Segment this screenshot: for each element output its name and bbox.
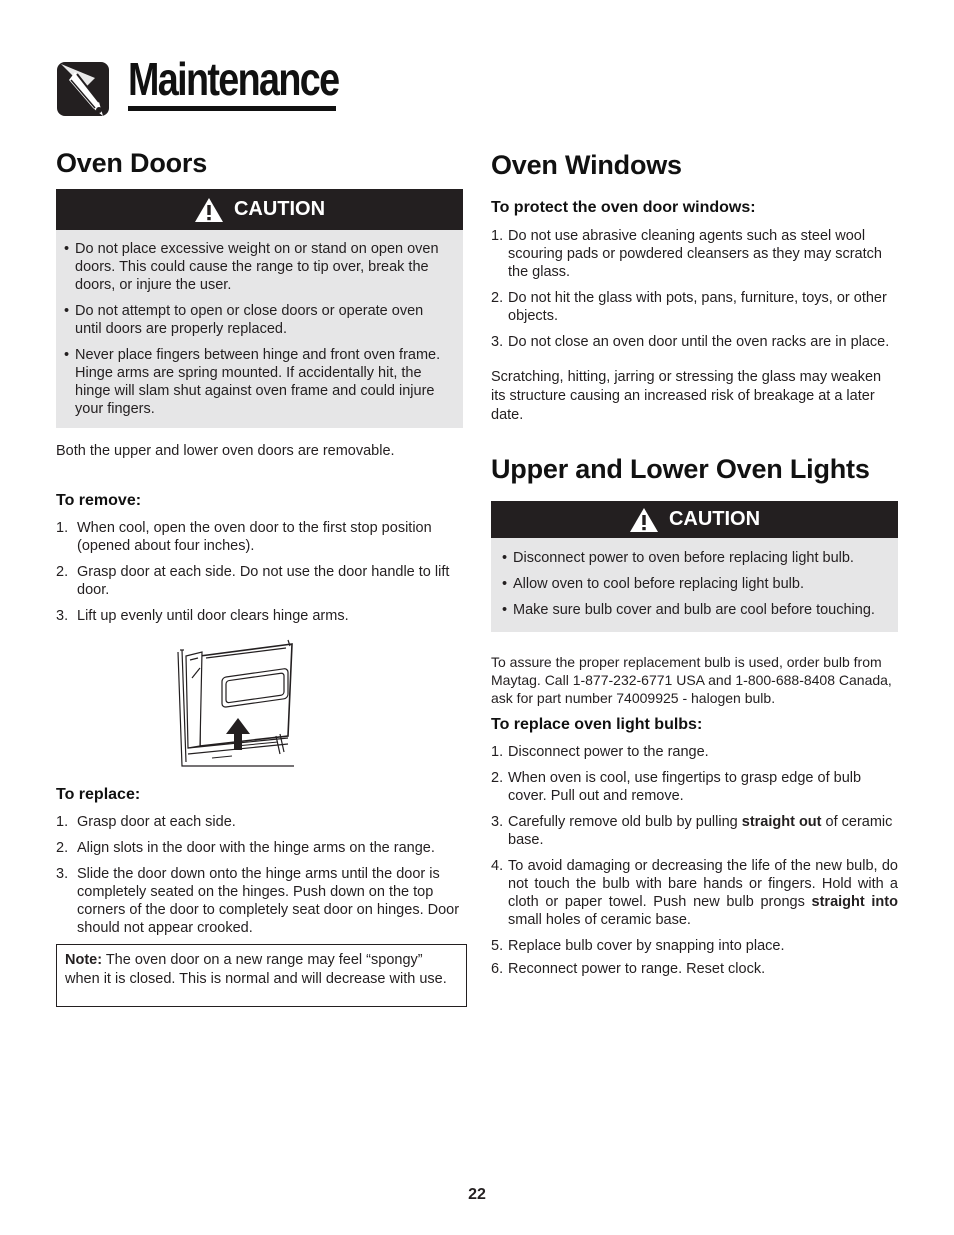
note-box xyxy=(56,944,467,1007)
doors-intro: Both the upper and lower oven doors are removable. xyxy=(56,443,395,459)
page-title: Maintenance xyxy=(128,53,339,105)
replace-bulbs-heading: To replace oven light bulbs: xyxy=(491,716,703,733)
caution-item: • Disconnect power to oven before replacing light bulb. xyxy=(502,549,890,567)
list-item: 5. Replace bulb cover by snapping into place. xyxy=(491,938,785,954)
windows-paragraph: Scratching, hitting, jarring or stressing the glass may weaken its structure causing an increased risk of breakage at a later date. xyxy=(491,369,882,423)
list-item: 1. When cool, open the oven door to the first stop position (opened about four inches). xyxy=(56,520,432,554)
oven-doors-heading: Oven Doors xyxy=(56,148,208,178)
list-item: 1. Grasp door at each side. xyxy=(56,814,236,830)
replace-steps xyxy=(56,813,460,945)
list-item: 2. When oven is cool, use fingertips to grasp edge of bulb cover. Pull out and remove. xyxy=(491,770,862,804)
caution-label: CAUTION xyxy=(668,508,761,530)
oven-lights-caution-box xyxy=(491,501,898,632)
caution-item: • Do not attempt to open or close doors or operate oven until doors are properly replaced. xyxy=(64,302,451,338)
to-remove-heading: To remove: xyxy=(56,492,142,509)
list-item: 1. Do not use abrasive cleaning agents such as steel wool scouring pads or powdered cleansers as they may scratch the glass. xyxy=(491,228,882,280)
title-underline xyxy=(128,106,336,111)
oven-doors-caution-box xyxy=(56,189,463,428)
bulb-order-text: To assure the proper replacement bulb is used, order bulb from Maytag. Call 1-877-232-6771 USA and 1-800-688-8408 Canada, ask for part number 74009925 - halogen bulb. xyxy=(491,654,892,706)
oven-windows-heading: Oven Windows xyxy=(491,150,682,180)
caution-item: • Do not place excessive weight on or stand on open oven doors. This could cause the range to tip over, break the doors, or injure the user. xyxy=(64,240,451,294)
oven-door-illustration xyxy=(176,638,296,768)
caution-item: • Never place fingers between hinge and front oven frame. Hinge arms are spring mounted. If accidentally hit, the hinge will slam shut against oven frame and could injure your fingers. xyxy=(64,346,451,418)
windows-steps xyxy=(491,227,898,359)
list-item: 3. Carefully remove old bulb by pulling straight out of ceramic base. xyxy=(491,814,893,848)
list-item: 3. Lift up evenly until door clears hinge arms. xyxy=(56,608,349,624)
list-item: 3. Do not close an oven door until the oven racks are in place. xyxy=(491,334,890,350)
remove-steps xyxy=(56,519,464,633)
caution-header xyxy=(56,189,463,230)
caution-list xyxy=(491,538,898,629)
warning-icon xyxy=(629,507,659,533)
screwdriver-icon xyxy=(55,58,113,120)
caution-item: • Allow oven to cool before replacing light bulb. xyxy=(502,575,890,593)
list-item: 4. To avoid damaging or decreasing the life of the new bulb, do not touch the bulb with bare hands or fingers. Hold with a cloth or paper towel. Push new bulb prongs straight into small holes of ceramic base. xyxy=(491,858,898,928)
warning-icon xyxy=(194,197,224,223)
caution-header xyxy=(491,501,898,538)
to-replace-heading: To replace: xyxy=(56,786,141,803)
note-text: The oven door on a new range may feel “spongy” when it is closed. This is normal and will decrease with use. xyxy=(65,952,447,987)
list-item: 3. Slide the door down onto the hinge arms until the door is completely seated on the hinges. Push down on the top corners of the door to completely seat door on hinges. Door should not appear crooked. xyxy=(56,866,460,936)
protect-windows-heading: To protect the oven door windows: xyxy=(491,199,756,216)
oven-lights-heading: Upper and Lower Oven Lights xyxy=(491,454,870,484)
list-item: 2. Do not hit the glass with pots, pans, furniture, toys, or other objects. xyxy=(491,290,887,324)
caution-list xyxy=(56,230,463,428)
caution-item: • Make sure bulb cover and bulb are cool before touching. xyxy=(502,601,890,619)
bulb-steps xyxy=(491,743,898,986)
list-item: 2. Grasp door at each side. Do not use the door handle to lift door. xyxy=(56,564,450,598)
list-item: 6. Reconnect power to range. Reset clock. xyxy=(491,961,766,977)
page-number: 22 xyxy=(468,1186,486,1203)
caution-label: CAUTION xyxy=(233,198,326,220)
list-item: 2. Align slots in the door with the hinge arms on the range. xyxy=(56,840,435,856)
list-item: 1. Disconnect power to the range. xyxy=(491,744,709,760)
note-label: Note: xyxy=(65,952,103,968)
